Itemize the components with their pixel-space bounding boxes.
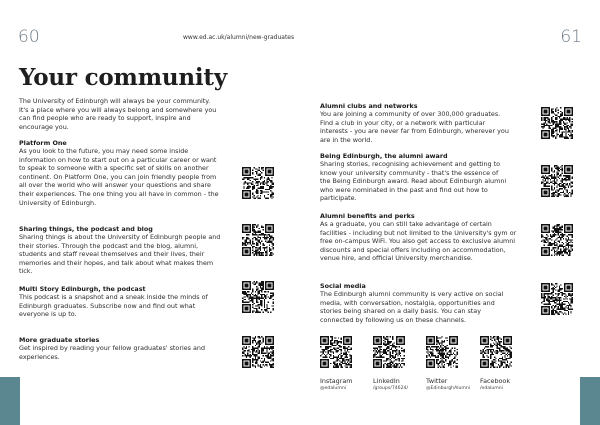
qr-code-icon[interactable] — [242, 167, 274, 199]
qr-code-icon[interactable] — [320, 336, 352, 368]
more-stories-text: Get inspired by reading your fellow graduates' stories and experiences. — [19, 344, 206, 361]
social-handle: @edalumni — [320, 386, 347, 391]
social-name: Twitter — [426, 377, 448, 385]
multi-story-text: This podcast is a snapshot and a sneak inside the minds of Edinburgh graduates. Subscribe now and find out what everyone is up to. — [19, 293, 208, 319]
social-media-text: The Edinburgh alumni community is very active on social media, with conversation, nostalgia, opportunities and stories being shared on a daily basis. You can stay connected by following us on these channels. — [320, 290, 504, 324]
alumni-benefits-heading: Alumni benefits and perks — [320, 212, 415, 220]
page-url[interactable]: www.ed.ac.uk/alumni/new-graduates — [183, 34, 295, 41]
platform-one-text: As you look to the future, you may need some inside information on how to start out on a particular career or want to speak to someone with a specific set of skills on another continent. On Platform One, you can join friendly people from all over the world who will answer your questions and share their experiences. The one thing you all have in common - the University of Edinburgh. — [19, 147, 219, 207]
qr-code-icon[interactable] — [373, 336, 405, 368]
facebook-link[interactable] — [480, 377, 510, 393]
social-handle: /edalumni — [480, 386, 503, 391]
social-name: Facebook — [480, 377, 511, 385]
linkedin-link[interactable] — [373, 377, 408, 393]
page-title: Your community — [19, 64, 227, 91]
qr-code-icon[interactable] — [541, 165, 573, 197]
page-number-left: 60 — [18, 27, 40, 47]
alumni-clubs-text: You are joining a community of over 300,000 graduates. Find a club in your city, or a network with particular interests - you are never far from Edinburgh, wherever you are in the world. — [320, 110, 509, 144]
social-media-heading: Social media — [320, 282, 366, 290]
qr-code-icon[interactable] — [426, 336, 458, 368]
alumni-benefits-text: As a graduate, you can still take advantage of certain facilities - including but not limited to the University's gym or free on-campus WiFi. You also get access to exclusive alumni discounts and special offers including on accommodation, venue hire, and official University merchandise. — [320, 220, 517, 263]
alumni-clubs-heading: Alumni clubs and networks — [320, 102, 418, 110]
being-edinburgh-heading: Being Edinburgh, the alumni award — [320, 152, 448, 160]
qr-code-icon[interactable] — [242, 336, 274, 368]
accent-bar-right — [580, 377, 600, 425]
more-stories-heading: More graduate stories — [19, 336, 100, 344]
twitter-link[interactable] — [426, 377, 470, 393]
qr-code-icon[interactable] — [541, 283, 573, 315]
qr-code-icon[interactable] — [242, 224, 274, 256]
platform-one-heading: Platform One — [19, 139, 67, 147]
social-handle: @EdinburghAlumni — [426, 386, 471, 391]
sharing-things-heading: Sharing things, the podcast and blog — [19, 225, 153, 233]
social-name: LinkedIn — [373, 377, 400, 385]
accent-bar-left — [0, 377, 20, 425]
being-edinburgh-text: Sharing stories, recognising achievement and getting to know your university community - that's the essence of the Being Edinburgh award. Read about Edinburgh alumni who were nominated in the past and find out how to participate. — [320, 160, 507, 203]
qr-code-icon[interactable] — [242, 281, 274, 313]
qr-code-icon[interactable] — [480, 336, 512, 368]
social-name: Instagram — [320, 377, 353, 385]
qr-code-icon[interactable] — [541, 107, 573, 139]
page-number-right: 61 — [560, 27, 582, 47]
qr-code-icon[interactable] — [541, 224, 573, 256]
intro-paragraph: The University of Edinburgh will always be your community. It's a place where you will always belong and somewhere you can find people who are ready to support, inspire and encourage you. — [19, 97, 217, 131]
social-handle: /groups/74624/ — [373, 386, 408, 391]
sharing-things-text: Sharing things is about the University of Edinburgh people and their stories. Through the podcast and the blog, alumni, students and staff reveal themselves and their lives, their memories and their hopes, and talk about what makes them tick. — [19, 233, 221, 276]
instagram-link[interactable] — [320, 377, 353, 393]
multi-story-heading: Multi Story Edinburgh, the podcast — [19, 285, 146, 293]
